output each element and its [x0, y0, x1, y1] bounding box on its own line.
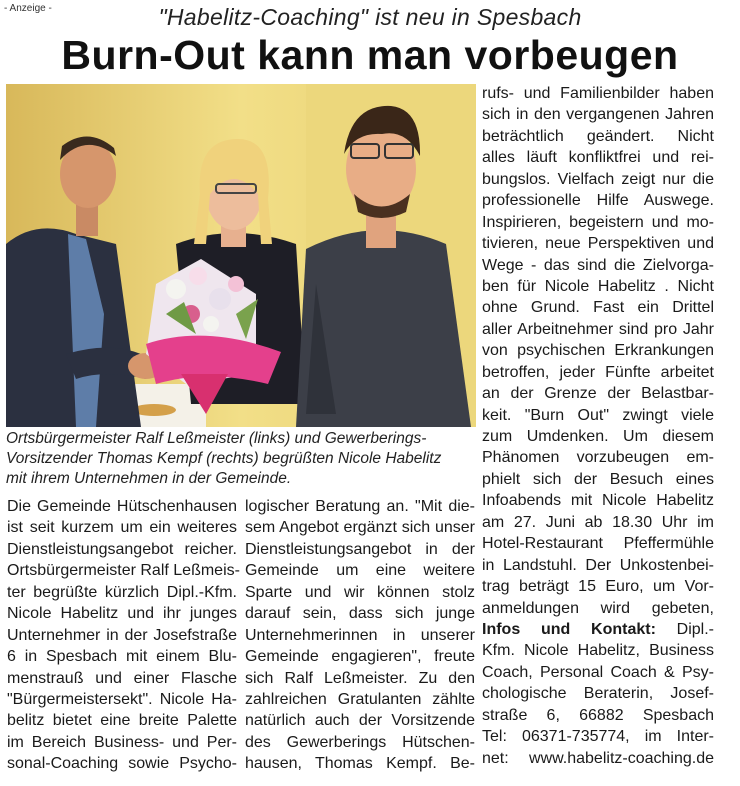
text-line: Phänomen vorzubeugen em- — [482, 449, 714, 467]
text-line: ben für Nicole Habelitz . Nicht — [482, 277, 714, 295]
text-line: Dienstleistungsangebot in der — [245, 540, 475, 558]
headline: Burn-Out kann man vorbeugen — [61, 32, 679, 78]
contact-heading: Infos und Kontakt: — [482, 620, 656, 638]
caption-line: Vorsitzender Thomas Kempf (rechts) begrüßten Nicole Habelitz — [6, 450, 442, 467]
text-line: Gemeinde engagieren", freute — [245, 648, 475, 666]
contact-line: Tel: 06371-735774, im Inter- — [482, 728, 714, 746]
text-line: an der Grenze der Belastbar- — [482, 385, 714, 403]
text-line: Gemeinde um eine weitere — [245, 562, 475, 580]
caption-line: Ortsbürgermeister Ralf Leßmeister (links) und Gewerberings- — [6, 430, 427, 447]
text-line: natürlich auch der Vorsitzende — [245, 712, 475, 730]
text-line: anmeldungen wird gebeten, — [482, 599, 714, 617]
text-line: von psychischen Erkrankungen — [482, 342, 714, 360]
text-line: belitz bietet eine breite Palette — [7, 712, 237, 730]
text-line: betroffen, jeder Fünfte arbeitet — [482, 363, 714, 381]
contact-line: Kfm. Nicole Habelitz, Business — [482, 642, 714, 660]
text-line: Sparte und wir können stolz — [245, 583, 475, 601]
caption-line: mit ihrem Unternehmen in der Gemeinde. — [6, 470, 292, 487]
article-photo — [6, 84, 476, 427]
text-line: tivieren, neue Perspektiven und — [482, 235, 714, 253]
text-line: menstrauß und einer Flasche — [7, 669, 237, 687]
text-line: logischer Beratung an. "Mit die- — [245, 498, 475, 515]
text-line: Dienstleistungsangebot reicher. — [7, 540, 237, 558]
text-line: sich Ralf Leßmeister. Zu den — [245, 669, 475, 687]
text-line: zahlreichen Gratulanten zählte — [245, 690, 475, 708]
text-line: sem Angebot ergänzt sich unser — [245, 519, 475, 537]
text-line: bungslos. Vielfach zeigt nur die — [482, 170, 714, 188]
text-line: beträchtlich geändert. Nicht — [482, 127, 714, 145]
photo-caption — [6, 429, 476, 489]
contact-line: straße 6, 66882 Spesbach — [482, 706, 714, 724]
text-line: keit. "Burn Out" zwingt viele — [482, 406, 714, 424]
text-line: im Bereich Business- und Per- — [7, 733, 237, 751]
text-line: Nicole Habelitz und ihr junges — [7, 605, 237, 623]
text-line: Unternehmer in der Josefstraße — [7, 626, 237, 644]
contact-line: Coach, Personal Coach & Psy- — [482, 663, 714, 681]
text-line: 6 in Spesbach mit einem Blu- — [7, 648, 237, 666]
text-line: Unternehmerinnen in unserer — [245, 626, 475, 644]
text-line: phielt sich der Besuch eines — [482, 470, 714, 488]
text-line: darauf sein, dass sich junge — [245, 605, 475, 623]
contact-heading-line — [482, 619, 714, 640]
text-line: professionelle Hilfe Auswege. — [482, 192, 714, 210]
text-line: hausen, Thomas Kempf. Be- — [245, 755, 475, 773]
text-line: Inspirieren, begeistern und mo- — [482, 213, 714, 231]
article-column-1 — [7, 496, 240, 775]
text-line: ist seit kurzem um ein weiteres — [7, 519, 237, 537]
text-line: sich in den vergangenen Jahren — [482, 106, 714, 124]
kicker: "Habelitz-Coaching" ist neu in Spesbach — [158, 4, 582, 30]
text-line: am 27. Juni ab 18.30 Uhr im — [482, 513, 714, 531]
article-column-2 — [245, 496, 475, 775]
contact-line: chologische Beraterin, Josef- — [482, 685, 714, 703]
text-line: Hotel-Restaurant Pfeffermühle — [482, 535, 714, 553]
text-line: rufs- und Familienbilder haben — [482, 85, 714, 102]
text-line: zum Umdenken. Um diesem — [482, 428, 714, 445]
text-line: Wege - das sind die Zielvorga- — [482, 256, 714, 274]
text-line: des Gewerberings Hütschen- — [245, 733, 475, 751]
article-column-3 — [482, 83, 714, 769]
photo-illustration — [6, 84, 476, 427]
text-line: in Landstuhl. Der Unkostenbei- — [482, 556, 714, 574]
text-line: ter begrüßte kürzlich Dipl.-Kfm. — [7, 583, 237, 601]
contact-text: Dipl.- — [655, 620, 715, 638]
text-line: trag beträgt 15 Euro, um Vor- — [482, 578, 714, 596]
text-line: aller Arbeitnehmer sind pro Jahr — [482, 320, 714, 338]
text-line: Die Gemeinde Hütschenhausen — [7, 498, 237, 515]
text-line: sonal-Coaching sowie Psycho- — [7, 755, 237, 773]
text-line: "Bürgermeistersekt". Nicole Ha- — [7, 690, 237, 708]
text-line: Infoabends mit Nicole Habelitz — [482, 492, 714, 510]
text-line: alles läuft konfliktfrei und rei- — [482, 149, 714, 167]
website-text: net: www.habelitz-coaching.de — [482, 749, 714, 767]
ad-label: - Anzeige - — [4, 3, 52, 14]
text-line: ohne Grund. Fast ein Drittel — [482, 299, 714, 317]
text-line: Ortsbürgermeister Ralf Leßmeis- — [7, 562, 240, 580]
